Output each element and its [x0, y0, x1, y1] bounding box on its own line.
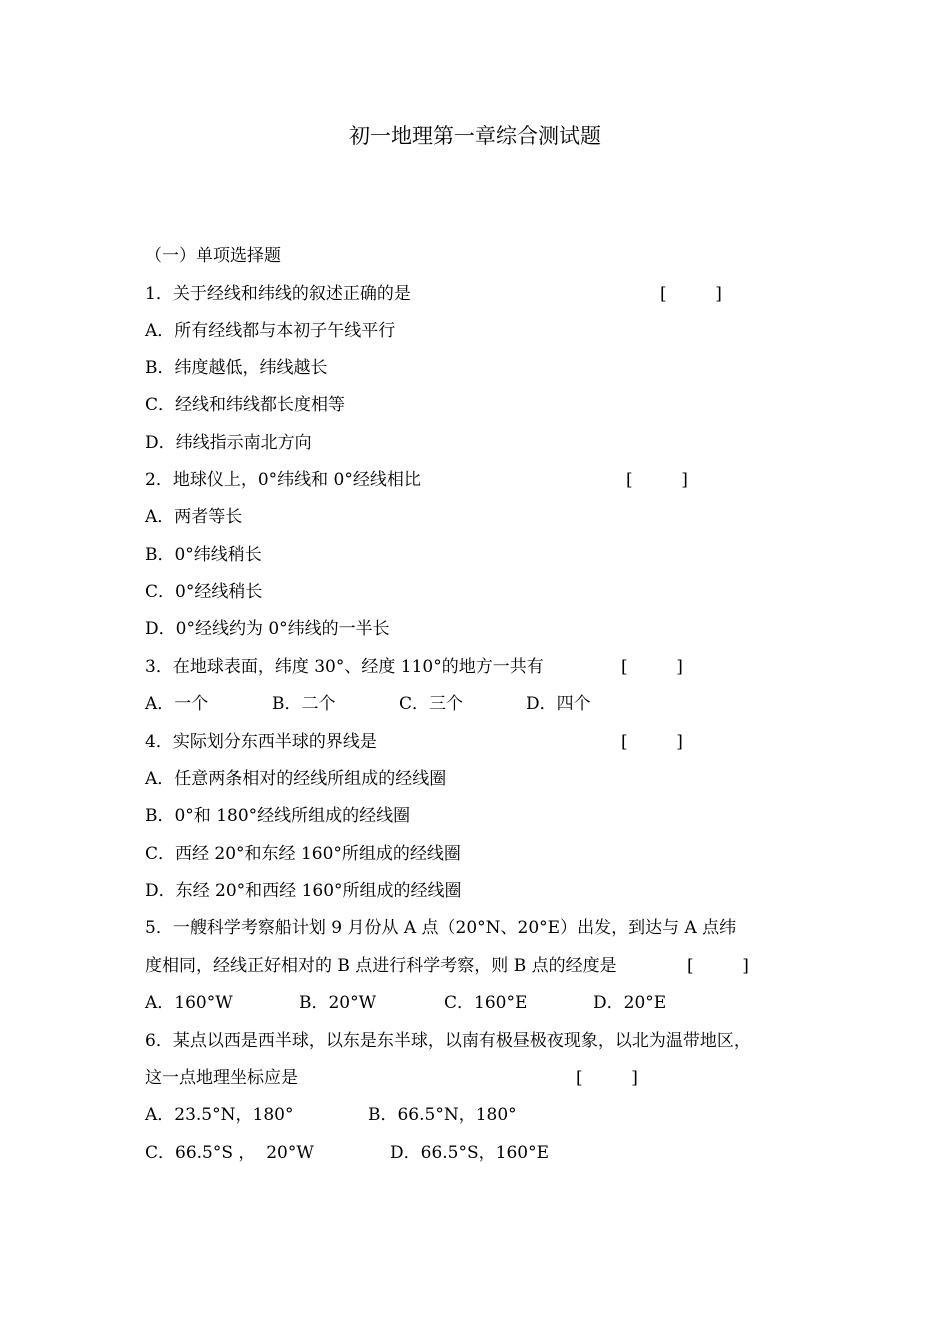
question-4-answer-bracket: [ ]	[621, 732, 683, 752]
question-5-stem-line-2: 度相同，经线正好相对的 B 点进行科学考察，则 B 点的经度是	[145, 956, 617, 976]
question-1-option-b: B．纬度越低，纬线越长	[145, 358, 328, 378]
question-6-answer-bracket: [ ]	[576, 1068, 638, 1088]
question-6-option-b: B．66.5°N，180°	[368, 1105, 517, 1125]
question-1-option-c: C．经线和纬线都长度相等	[145, 395, 346, 415]
question-4-option-d: D．东经 20°和西经 160°所组成的经线圈	[145, 881, 462, 901]
question-1-stem: 1．关于经线和纬线的叙述正确的是	[145, 284, 411, 304]
question-3-option-b: B．二个	[272, 694, 336, 714]
question-5-option-b: B．20°W	[299, 993, 377, 1013]
question-1-option-a: A．所有经线都与本初子午线平行	[145, 321, 396, 341]
page-title: 初一地理第一章综合测试题	[349, 124, 601, 148]
question-6-stem-line-1: 6．某点以西是西半球，以东是东半球，以南有极昼极夜现象，以北为温带地区，	[145, 1031, 751, 1051]
question-5-option-d: D．20°E	[593, 993, 667, 1013]
question-2-option-c: C．0°经线稍长	[145, 582, 263, 602]
question-3-answer-bracket: [ ]	[621, 657, 683, 677]
question-3-option-c: C．三个	[399, 694, 464, 714]
question-6-option-c: C．66.5°S ， 20°W	[145, 1143, 314, 1163]
question-6-option-a: A．23.5°N，180°	[145, 1105, 294, 1125]
question-4-option-a: A．任意两条相对的经线所组成的经线圈	[145, 769, 447, 789]
question-3-stem: 3．在地球表面，纬度 30°、经度 110°的地方一共有	[145, 657, 544, 677]
question-4-option-c: C．西经 20°和东经 160°所组成的经线圈	[145, 844, 461, 864]
question-2-option-a: A．两者等长	[145, 507, 243, 527]
question-4-stem: 4．实际划分东西半球的界线是	[145, 732, 377, 752]
question-5-stem-line-1: 5．一艘科学考察船计划 9 月份从 A 点（20°N、20°E）出发，到达与 A 点纬	[145, 918, 737, 938]
question-6-option-d: D．66.5°S，160°E	[390, 1143, 549, 1163]
question-2-answer-bracket: [ ]	[626, 470, 688, 490]
question-5-option-c: C．160°E	[444, 993, 528, 1013]
question-1-option-d: D．纬线指示南北方向	[145, 433, 312, 453]
section-heading: （一）单项选择题	[145, 246, 281, 266]
question-5-option-a: A．160°W	[145, 993, 233, 1013]
question-6-stem-line-2: 这一点地理坐标应是	[145, 1068, 298, 1088]
question-2-option-b: B．0°纬线稍长	[145, 545, 262, 565]
question-2-option-d: D．0°经线约为 0°纬线的一半长	[145, 619, 390, 639]
question-3-option-d: D．四个	[526, 694, 591, 714]
question-1-answer-bracket: [ ]	[660, 284, 722, 304]
question-5-answer-bracket: [ ]	[687, 956, 749, 976]
question-4-option-b: B．0°和 180°经线所组成的经线圈	[145, 806, 411, 826]
question-2-stem: 2．地球仪上，0°纬线和 0°经线相比	[145, 470, 421, 490]
question-3-option-a: A．一个	[145, 694, 209, 714]
